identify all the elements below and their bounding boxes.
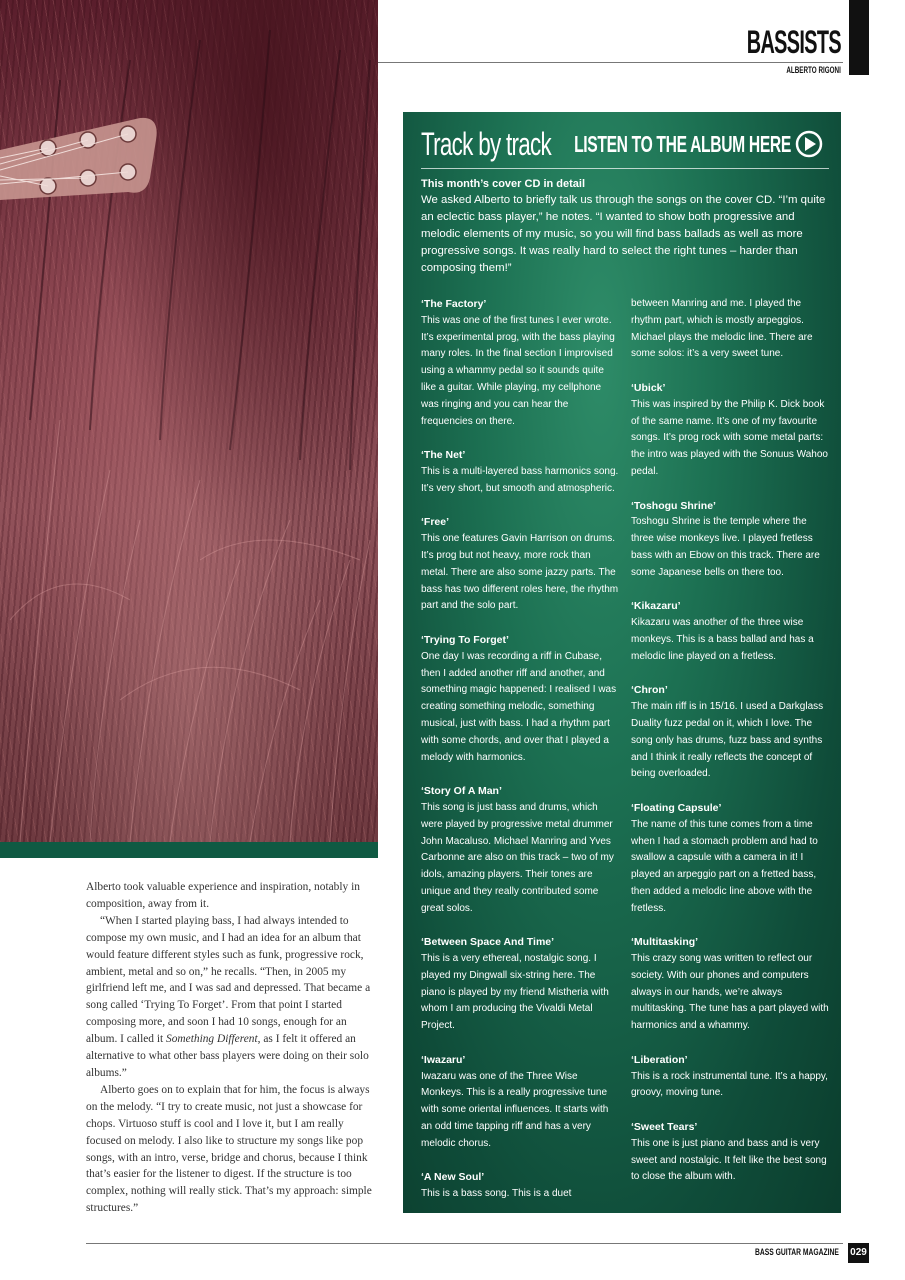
track-entry: [421, 783, 619, 917]
article-paragraph: [86, 913, 380, 1082]
article-text: , as I felt it offered an alternative to what other bass players were doing on their solo albums.”: [86, 1033, 369, 1079]
photo-green-stripe: [0, 842, 378, 858]
track-entry: [421, 514, 619, 615]
track-title: ‘Multitasking’: [631, 936, 699, 949]
track-title: ‘The Factory’: [421, 298, 487, 310]
track-text: This is a very ethereal, nostalgic song. I played my Dingwall six-string here. The piano is played by my friend Mistheria with whom I am producing the Vivaldi Metal Project.: [421, 953, 609, 1032]
photo-illustration: [0, 0, 378, 842]
track-title: ‘Between Space And Time’: [421, 936, 555, 949]
track-text: This was inspired by the Philip K. Dick book of the same name. It’s one of my favourite songs. It’s prog rock with some metal parts: the intro was played with the Sonuus Wahoo pedal.: [631, 398, 828, 477]
track-title: ‘Kikazaru’: [631, 600, 681, 613]
listen-album-link[interactable]: [472, 130, 823, 158]
track-entry: [631, 682, 829, 783]
track-entry: [421, 296, 619, 430]
track-title: ‘A New Soul’: [421, 1171, 485, 1184]
track-title: ‘Sweet Tears’: [631, 1121, 698, 1134]
track-text: This one is just piano and bass and is very sweet and nostalgic. It felt like the best song to close the album with.: [631, 1137, 827, 1183]
article-paragraph: Alberto took valuable experience and inspiration, notably in composition, away from it.: [86, 881, 360, 910]
article-body: [86, 879, 380, 1217]
track-text: This was one of the first tunes I ever wrote. It’s experimental prog, with the bass playing many roles. In the final section I improvised using a whammy pedal so it sounds quite like a guitar. While playing, my cellphone was ringing and you can hear the frequencies on there.: [421, 314, 615, 427]
track-column-left: [421, 296, 619, 1220]
track-column-right: [631, 296, 829, 1203]
page-number: 029: [848, 1243, 869, 1263]
album-title: Something Different: [166, 1033, 258, 1046]
bass-headstock-photo: [0, 0, 378, 842]
track-title: ‘Toshogu Shrine’: [631, 499, 716, 512]
track-title: ‘Story Of A Man’: [421, 785, 502, 798]
intro-kicker: This month’s cover CD in detail: [421, 178, 586, 190]
track-entry: [631, 598, 829, 665]
section-subtitle: ALBERTO RIGONI: [786, 65, 841, 75]
track-entry: [421, 934, 619, 1035]
track-title: ‘Floating Capsule’: [631, 801, 722, 814]
track-entry: [631, 380, 829, 481]
track-text: Iwazaru was one of the Three Wise Monkeys. This is a really progressive tune with some oriental influences. It starts with an odd time tapping riff and has a very melodic chorus.: [421, 1070, 609, 1149]
track-entry: [631, 800, 829, 918]
track-entry: [631, 498, 829, 582]
track-text: Kikazaru was another of the three wise monkeys. This is a bass ballad and has a melodic line played on a fretless.: [631, 617, 814, 662]
track-text: This is a rock instrumental tune. It’s a happy, groovy, moving tune.: [631, 1070, 828, 1099]
track-by-track-panel: [403, 112, 841, 1213]
track-text: This is a multi-layered bass harmonics song. It’s very short, but smooth and atmospheric.: [421, 465, 619, 494]
track-title: ‘Chron’: [631, 684, 668, 697]
track-text: The name of this tune comes from a time when I had a stomach problem and had to swallow a capsule with a camera in it! I played an arpeggio part on a fretted bass, then added a melodic line above with the fretless.: [631, 818, 818, 914]
page-tab-marker: [849, 0, 869, 75]
play-icon[interactable]: [795, 130, 823, 158]
article-text: “When I started playing bass, I had always intended to compose my own music, and I had an idea for an album that would feature different styles such as funk, progressive rock, ambient, metal and so on,” he recalls. “Then, in 2005 my girlfriend left me, and I was sad and depressed. That became a song called ‘Trying To Forget’. From that point I started composing more, and soon I had 10 songs, enough for an album. I called it: [86, 914, 371, 1046]
track-text: The main riff is in 15/16. I used a Darkglass Duality fuzz pedal on it, which I love. The song only has drums, fuzz bass and synths and I think it really reflects the concept of being overloaded.: [631, 701, 824, 780]
track-text: This is a bass song. This is a duet: [421, 1188, 572, 1200]
track-title: ‘Free’: [421, 516, 450, 529]
track-text: This song is just bass and drums, which were played by progressive metal drummer John Macaluso. Michael Manring and Yves Carbonne are also on this track – two of my idols, amazing players. Their tones are unique and they really contributed some great solos.: [421, 801, 614, 914]
track-text: between Manring and me. I played the rhythm part, which is mostly arpeggios. Michael plays the melodic line. There are some solos: it’s a very sweet tune.: [631, 298, 813, 360]
track-entry: [631, 1119, 829, 1186]
track-entry: [631, 1052, 829, 1102]
track-entry-continued: [631, 296, 829, 363]
track-title: ‘The Net’: [421, 449, 466, 462]
footer-rule: [86, 1243, 843, 1244]
track-title: ‘Liberation’: [631, 1053, 688, 1066]
track-text: This crazy song was written to reflect our society. With our phones and computers always in our hands, we’re always multitasking. The tune has a part played with harmonics and a whammy.: [631, 953, 829, 1032]
listen-album-label: LISTEN TO THE ALBUM HERE: [574, 130, 791, 157]
intro-body: We asked Alberto to briefly talk us through the songs on the cover CD. “I’m quite an eclectic bass player,” he notes. “I wanted to show both progressive and melodic elements of my music, so you will find bass ballads as well as more progressive songs. It was really hard to select the right tunes – harder than composing them!”: [421, 194, 826, 274]
panel-title: Track by track: [421, 126, 552, 162]
track-title: ‘Ubick’: [631, 381, 666, 394]
magazine-name: BASS GUITAR MAGAZINE: [755, 1247, 839, 1257]
track-entry: [631, 934, 829, 1035]
track-entry: [421, 1052, 619, 1153]
article-paragraph: Alberto goes on to explain that for him, the focus is always on the melody. “I try to create music, not just a showcase for chops. Virtuoso stuff is cool and I love it, but I am really focused on melody. I also like to structure my songs like pop songs, with an intro, verse, bridge and chorus, because I think that’s easier for the listener to digest. If the structure is too complex, nothing will really stick. That’s my approach: simple structures.”: [86, 1083, 372, 1215]
track-text: One day I was recording a riff in Cubase, then I added another riff and another, and something magic happened: I realised I was creating something melodic, something musical, just with bass. I had a rhythm part with some chords, and over that I played a melody with harmonics.: [421, 650, 617, 763]
track-title: ‘Trying To Forget’: [421, 633, 509, 646]
track-entry: [421, 1169, 619, 1203]
header-rule: [378, 62, 843, 63]
section-title: BASSISTS: [746, 24, 841, 60]
track-text: Toshogu Shrine is the temple where the three wise monkeys live. I played fretless bass with an Ebow on this track. There are some Japanese bells on there too.: [631, 516, 820, 578]
track-title: ‘Iwazaru’: [421, 1053, 466, 1066]
track-entry: [421, 447, 619, 497]
panel-rule: [421, 168, 829, 169]
track-entry: [421, 632, 619, 766]
track-text: This one features Gavin Harrison on drums. It’s prog but not heavy, more rock than metal. There are also some jazzy parts. The bass has two different roles here, the rhythm part and the solo part.: [421, 533, 619, 612]
